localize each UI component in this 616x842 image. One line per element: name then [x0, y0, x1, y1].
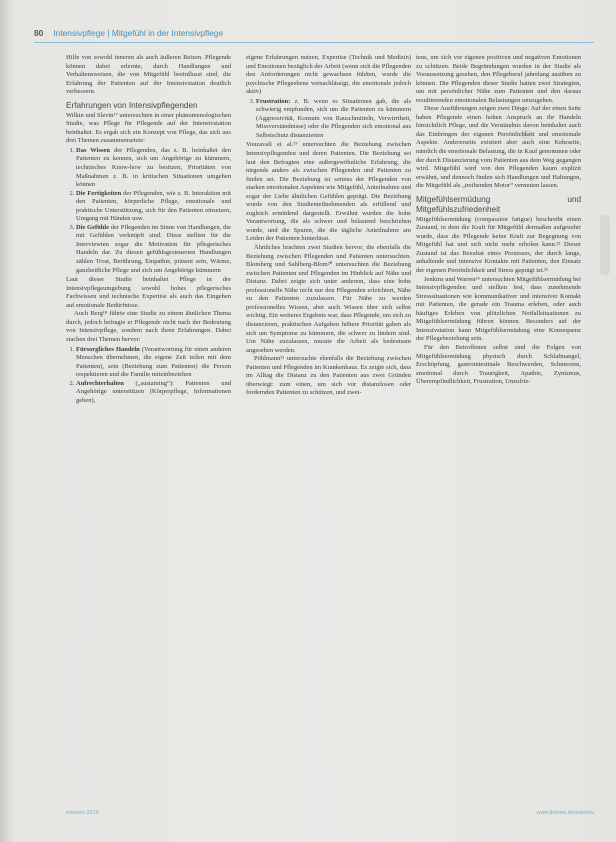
- running-title: Intensivpflege | Mitgefühl in der Intensivpflege: [53, 28, 224, 38]
- paper-shadow: [600, 215, 610, 275]
- list-item-term: Aufrechterhalten: [76, 379, 124, 387]
- page-footer: [66, 810, 594, 816]
- numbered-list: [246, 98, 411, 141]
- list-item-term: Fürsorgliches Handeln: [76, 345, 140, 353]
- list-item-term: Die Gefühle: [76, 223, 110, 231]
- footer-journal: Intensiv 2019: [66, 810, 99, 816]
- list-item: [76, 224, 231, 275]
- paragraph: Pöhlmann²¹ untersuchte ebenfalls die Beziehung zwischen Patienten und Pflegenden im Krankenhaus. Es zeigte sich, dass im Alltag die Distanz zu den Patienten aus zwei Gründen überwiegt: zum einen, um sich vor distanzlosen oder fordernden Patienten zu schützen, und zwei-: [246, 355, 411, 397]
- list-item-text: (Verantwortung für einen anderen Menschen übernehmen, die eigene Zeit teilen mit dem Patienten), sein (Beziehung zum Patienten) die Person respektieren und die Familie miteinbeziehen: [76, 345, 231, 379]
- section-heading: Mitgefühlsermüdung und Mitgefühlszufriedenheit: [416, 194, 581, 214]
- text-column-3: [416, 54, 581, 387]
- list-item: [76, 380, 231, 406]
- paragraph: Hilfe von sowohl inneren als auch äußeren Reizen. Pflegende können dabei erlernte, durch Handlungen und Verhaltensweisen, die von Mitgefühl beeinflusst sind, die Erfahrung der Patienten auf der Intensivstation deutlich verbessern.: [66, 54, 231, 96]
- paragraph: Jenkins und Warren²⁴ untersuchten Mitgefühlsermüdung bei Intensivpflegenden und stellten fest, dass zunehmende Stresssituationen wie kommunikativer und intensiver Kontakt mit Patienten, die gerade ein Trauma erleben, oder auch häufiges Erleben von plötzlichen Notfallsituationen zu Mitgefühlsermüdung führen können. Besonders auf der Intensivstation kann Mitgefühlsermüdung eine Konsequenz der Pflegebeziehung sein.: [416, 275, 581, 343]
- list-item-text: („sustaining“): Patienten und Angehörige unterstützen (Körperpflege, Informationen geben),: [76, 379, 231, 404]
- paragraph: eigene Erfahrungen nutzen, Expertise (Technik und Medizin) und Emotionen bezüglich der Arbeit (wenn sich die Pflegenden den Anforderungen nicht gewachsen fühlten, wurde die psychische Pflegeebene vernachlässigt, die emotionale jedoch aktiv): [246, 54, 411, 96]
- list-item: [76, 190, 231, 224]
- list-item-term: Das Wissen: [76, 146, 111, 154]
- page-number: 80: [34, 28, 44, 38]
- paragraph: Für den Betroffenen selbst sind die Folgen von Mitgefühlsermüdung physisch durch Schlafmangel, Erschöpfung, gastrointestinale Beschwerden, Schmerzen, emotional durch Traurigkeit, Apathie, Zynismus, Überempfindlichkeit, Frustration, Unzufrie-: [416, 343, 581, 386]
- text-column-1: [66, 54, 231, 406]
- paragraph: Wilkin und Slevin¹⁷ untersuchten in einer phänomenologischen Studie, was Pflege für Pflegende auf der Intensivstation beinhaltet. Es ergab sich ein Konzept von Pflege, das sich aus drei Themen zusammensetzte:: [66, 111, 231, 145]
- list-item-term: Die Fertigkeiten: [76, 189, 122, 197]
- paragraph: Auch Berg¹⁸ führte eine Studie zu einem ähnlichen Thema durch, jedoch befragte er Pflegende nicht nach der Bedeutung von Intensivpflege, sondern nach ihren Erfahrungen. Dabei stachen drei Themen hervor:: [66, 310, 231, 343]
- list-item-text: der Pflegenden im Sinne von Handlungen, die mit Gefühlen verknüpft sind. Diese stellten für die Interviewten sogar die Motivation für pflegerisches Handeln dar. Zu diesen gefühlsgesteuerten Handlungen zählen Trost, Berührung, Empathie, präsent sein, Wärme, ganzheitliche Pflege und sich um Angehörige kümmern: [76, 223, 231, 274]
- list-item: [256, 98, 411, 141]
- numbered-list: [66, 346, 231, 406]
- running-header: [34, 26, 596, 40]
- paragraph: Laut dieser Studie beinhaltet Pflege in der Intensivpflegeumgebung sowohl hohes pflegerisches Fachwissen und technische Expertise als auch das Eingehen auf emotionale Bedürfnisse.: [66, 276, 231, 309]
- numbered-list: [66, 147, 231, 275]
- list-item: [76, 147, 231, 190]
- paragraph: Diese Ausführungen zeigen zwei Dinge: Auf der einen Seite haben Pflegende einen hohen Anspruch an ihr Handeln hinsichtlich Pflege, und die Verständnis davon beinhaltet auch das Einbringen der eigenen Persönlichkeit und emotionale Aspekte. Andererseits existiert aber auch eine Kehrseite, nämlich die emotionale Belastung, die in Kauf genommen oder der durch Distanzierung vom Patienten aus dem Weg gegangen wird. Mitgefühl wird von den Pflegenden kaum explizit erwähnt, und dennoch finden sich Handlungen und Haltungen, die Mitgefühl als „treibenden Motor“ vermuten lassen.: [416, 105, 581, 190]
- paragraph: Ähnliches brachten zwei Studien hervor, die ebenfalls die Beziehung zwischen Pflegenden und Patienten untersuchten. Blomberg und Sahlberg-Blom²⁰ untersuchten die Beziehung zwischen Patienten und Pflegenden im Hinblick auf Nähe und Distanz. Dabei zeigte sich unter anderem, dass eine hohe professionelle Nähe nicht nur den Pflegenden erleichtert, Nähe zu den Patienten zuzulassen. Für Nähe zu werden professionelles Wissen, aber auch Wissen über sich selbst wichtig. Ein weiteres Ergebnis war, dass Pflegende, um sich zu distanzieren, praktischen Aufgaben höhere Priorität gaben als sich um Symptome zu kümmern, die schwer zu lindern sind. Um Nähe zuzulassen, musste die Arbeit als bedeutsam angesehen werden.: [246, 244, 411, 354]
- header-rule: [34, 42, 594, 43]
- paragraph: tens, um sich vor eigenen positiven und negativen Emotionen zu schützen. Beide Begründungen wurden in der Studie als Voraussetzung gesehen, den Pflegeberuf jahrelang ausüben zu können. Die Pflegenden dieser Studie hatten zwei Strategien, um mit persönlicher Nähe zum Patienten und den daraus resultierenden emotionalen Belastungen umzugehen.: [416, 54, 581, 104]
- section-heading: Erfahrungen von Intensivpflegenden: [66, 100, 198, 110]
- footer-url: www.thieme.de/intensiv: [536, 810, 594, 816]
- list-item-text: der Pflegenden, das z. B. beinhaltet den Patienten zu kennen, sich um Angehörige zu kümmern, technisches Know-how zu besitzen, Prioritäten von Maßnahmen z. B. in kritischen Situationen umgehen können: [76, 146, 231, 189]
- list-item-term: Frustration:: [256, 97, 291, 105]
- paragraph: Mitgefühlsermüdung (compassion fatigue) beschreibt einen Zustand, in dem die Kraft für Mitgefühl dermaßen aufgezehrt wurde, dass die Pflegende keine Kraft zur Begegnung von Mitgefühl hat und sich nicht mehr erholen kann.²² Dieser Zustand ist das Resultat eines Prozesses, der durch lange, anhaltende und intensive Kontakte mit Patienten, den Einsatz der eigenen Persönlichkeit und Stress geprägt ist.²³: [416, 215, 581, 275]
- list-item-text: z. B. wenn es Situationen gab, die als schwierig empfunden, sich um die Patienten zu kümmern (Aggressivität, Konsum von Rauschmitteln, Verwirrtheit, Missverständnisse) oder die Pflegenden sich emotional aus Selbstschutz distanzierten: [256, 97, 411, 139]
- text-column-2: [246, 54, 411, 398]
- list-item: [76, 346, 231, 380]
- list-item-text: der Pflegenden, wie z. B. Interaktion mit den Patienten, körperliche Pflege, emotionale und praktische Unterstützung, sich für den Patienten einsetzen, Umgang mit Händen usw.: [76, 189, 231, 223]
- paragraph: Vouzavali et al.¹⁹ untersuchten die Beziehung zwischen Intensivpflegenden und deren Patienten. Die Beziehung sei laut den Befragten eine außergewöhnliche Erfahrung, die nirgends anders als zwischen Pflegenden und Patienten zu finden sei. Die Beziehung ist seitens der Pflegenden von starken emotionalen Aspekten wie Mitgefühl, Anteilnahme und sogar der Liebe ähnlichen Gefühlen geprägt. Die Beziehung wurde von den Studienteilnehmenden als erfüllend und zugleich ermüdend dargestellt. Erwähnt wurden die hohe Verantwortung, die als schwer und belastend beschrieben wurde, und die Spuren, die die tägliche Anteilnahme am Leiden der Patienten hinterlässt.: [246, 141, 411, 243]
